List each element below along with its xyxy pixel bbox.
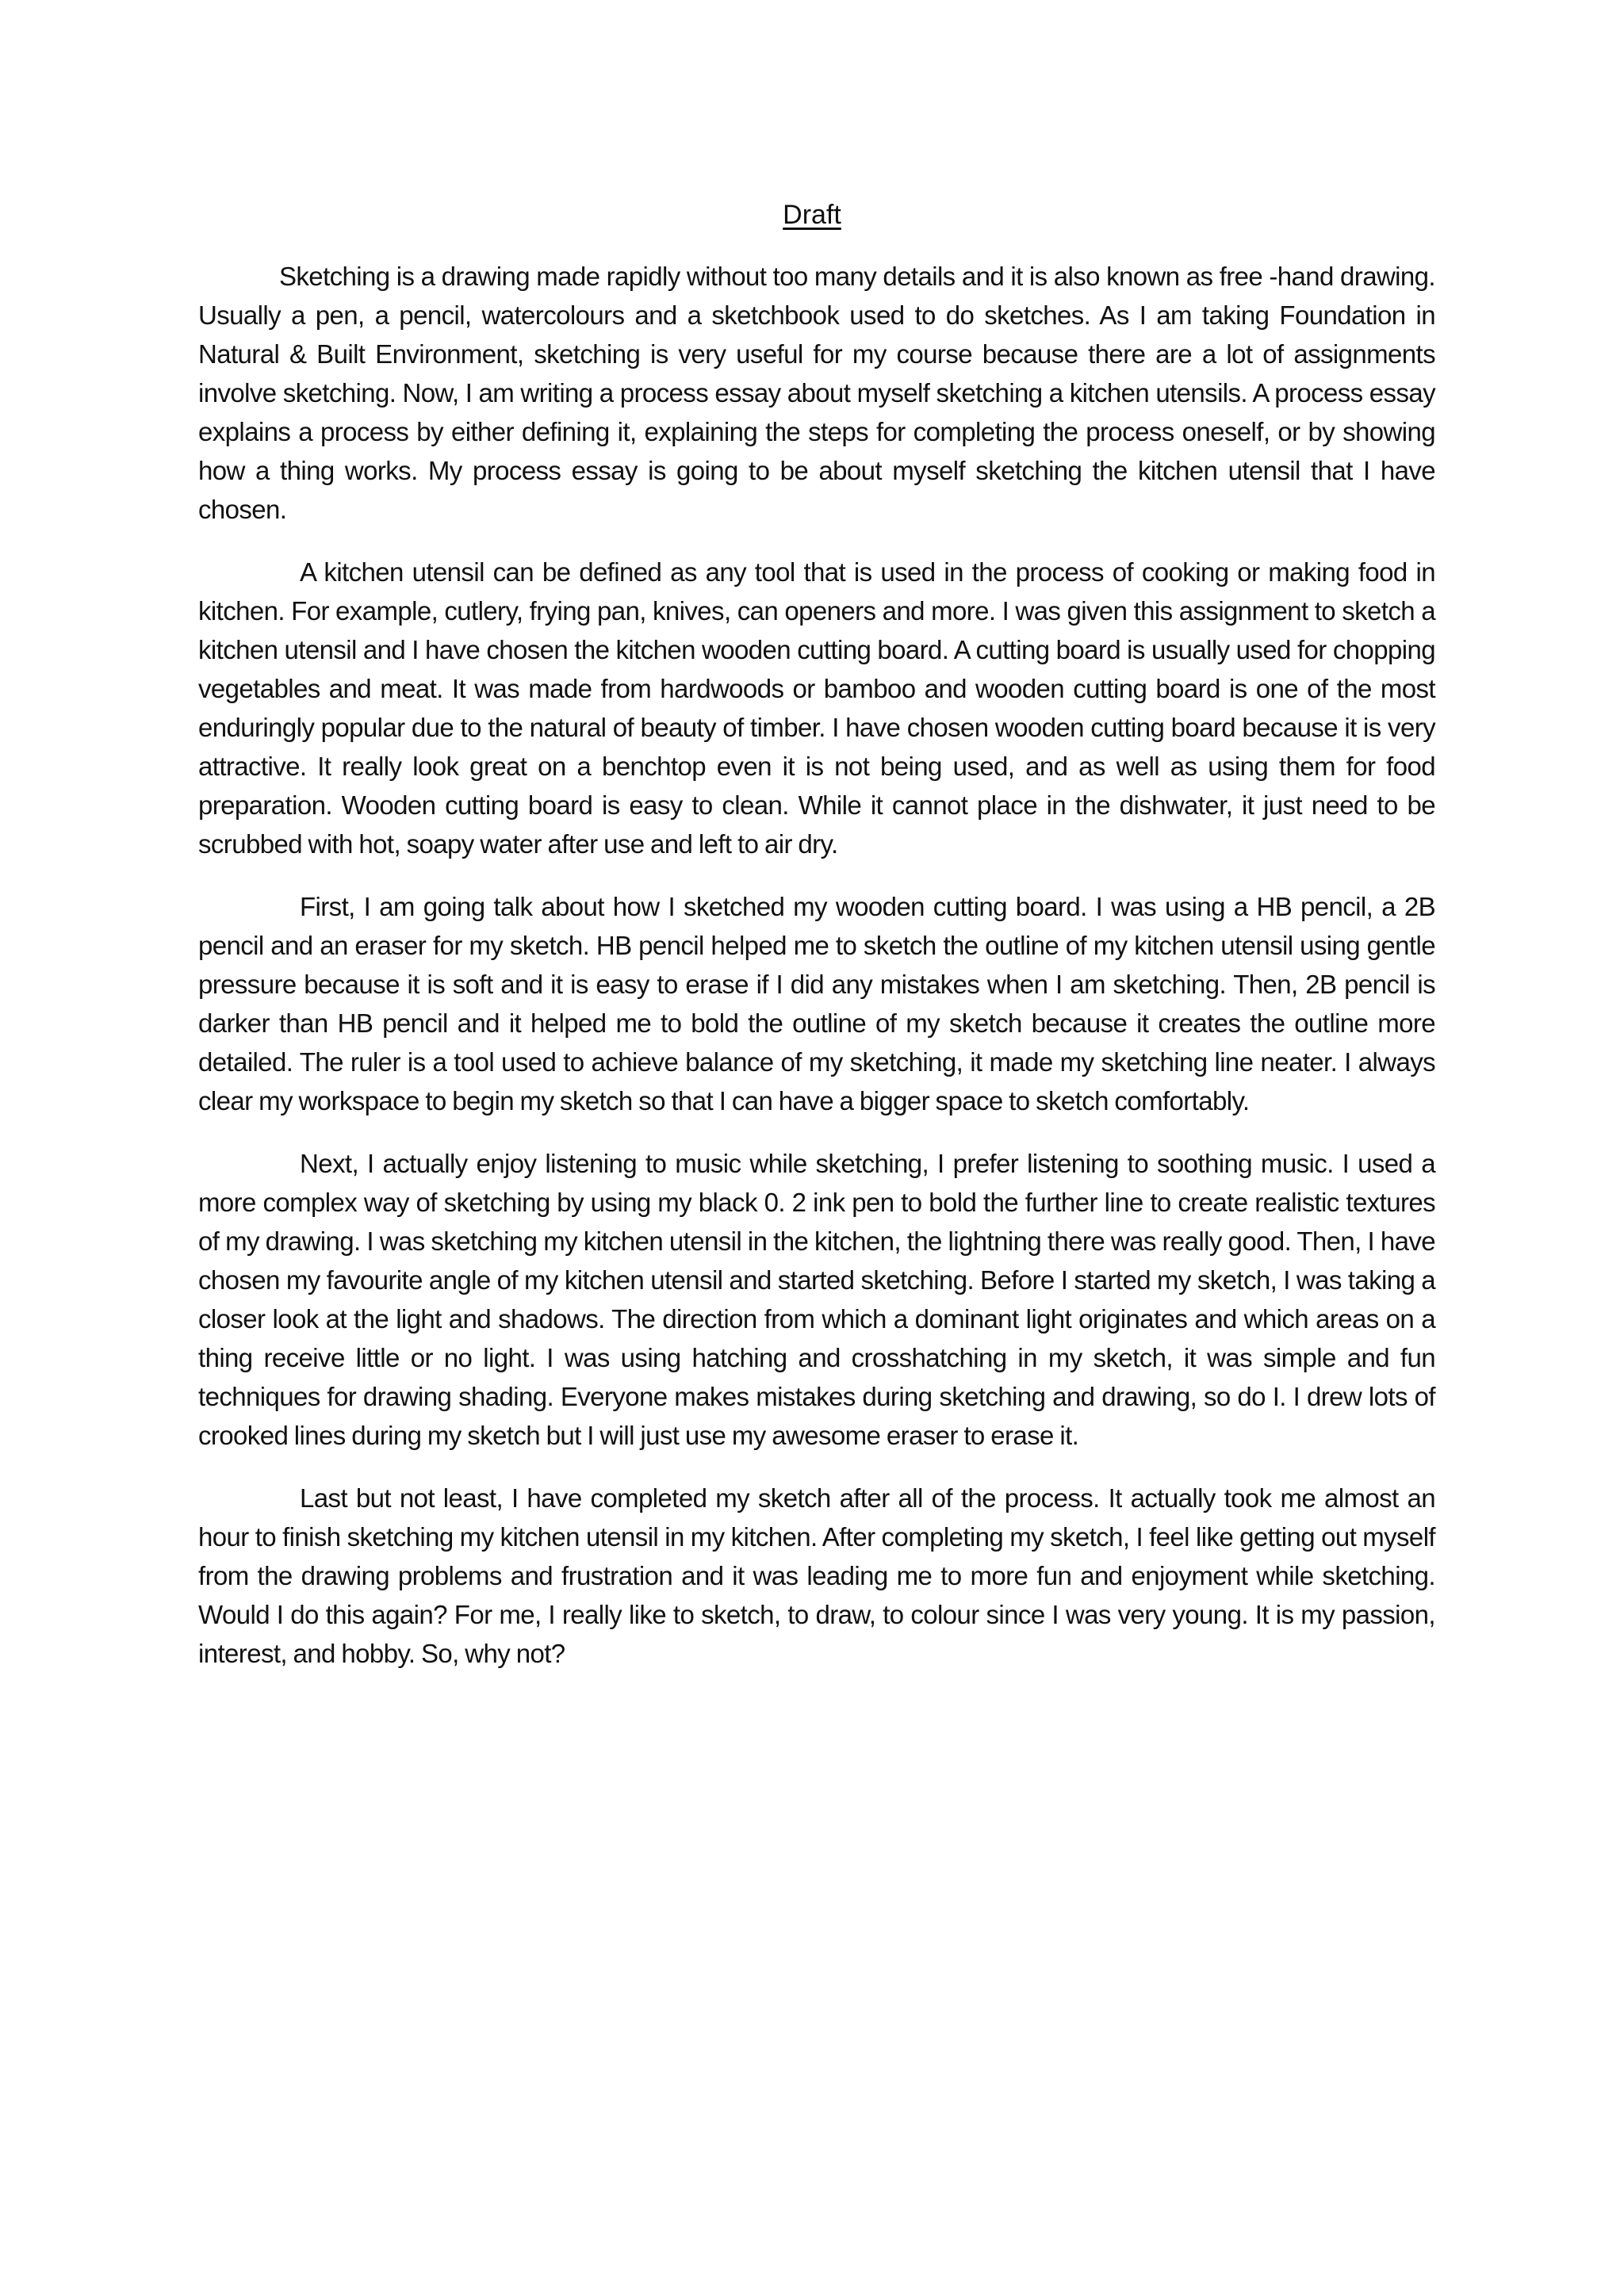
paragraph-kitchen-utensil: A kitchen utensil can be defined as any tool that is used in the process of cooking or making food in kitchen. For example, cutlery, frying pan, knives, can openers and more. I was given this assignment to sketch a kitchen utensil and I have chosen the kitchen wooden cutting board. A cutting board is usually used for chopping vegetables and meat. It was made from hardwoods or bamboo and wooden cutting board is one of the most enduringly popular due to the natural of beauty of timber. I have chosen wooden cutting board because it is very attractive. It really look great on a benchtop even it is not being used, and as well as using them for food preparation. Wooden cutting board is easy to clean. While it cannot place in the dishwater, it just need to be scrubbed with hot, soapy water after use and left to air dry.: [198, 557, 1435, 859]
paragraph-introduction: Sketching is a drawing made rapidly without too many details and it is also known as free -hand drawing. Usually a pen, a pencil, watercolours and a sketchbook used to do sketches. As I am taking Foundation in Natural & Built Environment, sketching is very useful for my course because there are a lot of assignments involve sketching. Now, I am writing a process essay about myself sketching a kitchen utensils. A process essay explains a process by either defining it, explaining the steps for completing the process oneself, or by showing how a thing works. My process essay is going to be about myself sketching the kitchen utensil that I have chosen.: [198, 262, 1435, 524]
document-title: Draft: [783, 200, 841, 230]
paragraph-conclusion: Last but not least, I have completed my sketch after all of the process. It actually took me almost an hour to finish sketching my kitchen utensil in my kitchen. After completing my sketch, I feel like getting out myself from the drawing problems and frustration and it was leading me to more fun and enjoyment while sketching. Would I do this again? For me, I really like to sketch, to draw, to colour since I was very young. It is my passion, interest, and hobby. So, why not?: [198, 1483, 1435, 1668]
document-body: [198, 257, 1435, 1697]
paragraph-first-step: First, I am going talk about how I sketched my wooden cutting board. I was using a HB pencil, a 2B pencil and an eraser for my sketch. HB pencil helped me to sketch the outline of my kitchen utensil using gentle pressure because it is soft and it is easy to erase if I did any mistakes when I am sketching. Then, 2B pencil is darker than HB pencil and it helped me to bold the outline of my sketch because it creates the outline more detailed. The ruler is a tool used to achieve balance of my sketching, it made my sketching line neater. I always clear my workspace to begin my sketch so that I can have a bigger space to sketch comfortably.: [198, 892, 1435, 1115]
paragraph-next-step: Next, I actually enjoy listening to music while sketching, I prefer listening to soothing music. I used a more complex way of sketching by using my black 0. 2 ink pen to bold the further line to create realistic textures of my drawing. I was sketching my kitchen utensil in the kitchen, the lightning there was really good. Then, I have chosen my favourite angle of my kitchen utensil and started sketching. Before I started my sketch, I was taking a closer look at the light and shadows. The direction from which a dominant light originates and which areas on a thing receive little or no light. I was using hatching and crosshatching in my sketch, it was simple and fun techniques for drawing shading. Everyone makes mistakes during sketching and drawing, so do I. I drew lots of crooked lines during my sketch but I will just use my awesome eraser to erase it.: [198, 1149, 1435, 1450]
